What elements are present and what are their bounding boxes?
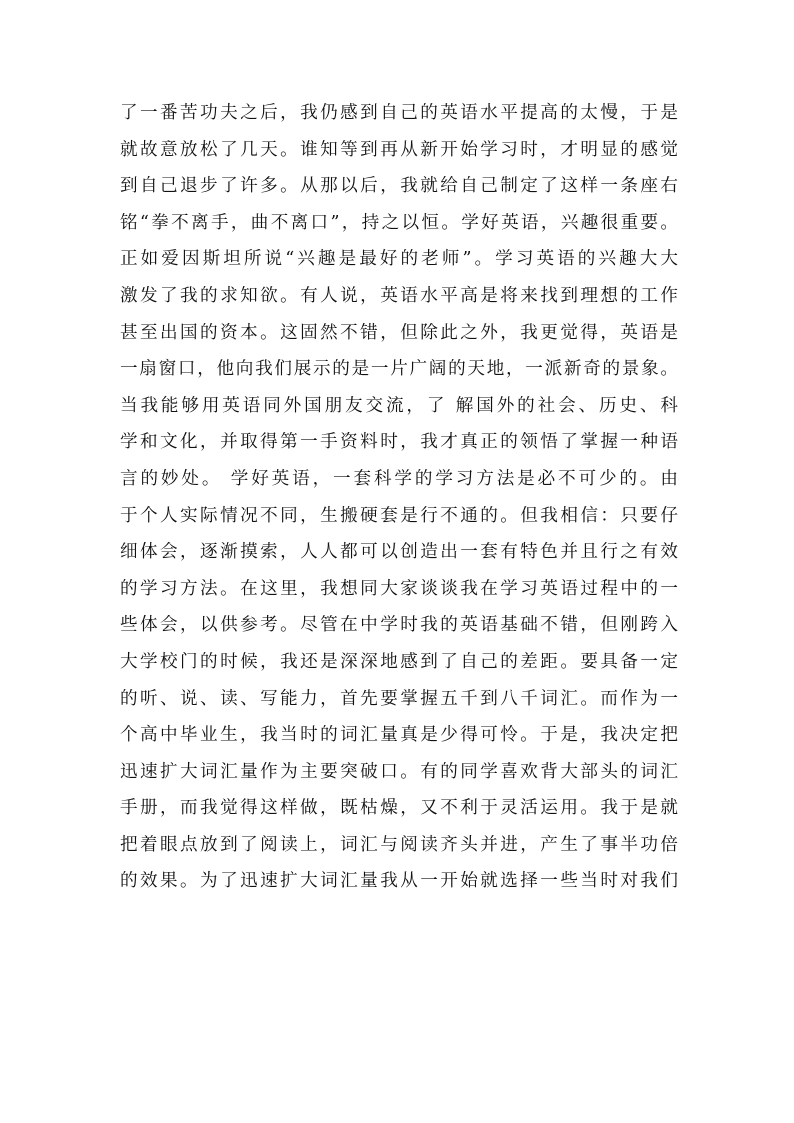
text-line: 一扇窗口，他向我们展示的是一片广阔的天地，一派新奇的景象。	[120, 359, 678, 380]
text-line: 的效果。为了迅速扩大词汇量我从一开始就选择一些当时对我们	[120, 871, 678, 892]
text-line: 了一番苦功夫之后，我仍感到自己的英语水平提高的太慢，于是	[120, 103, 678, 123]
body-text	[120, 95, 678, 900]
text-line: 于个人实际情况不同，生搬硬套是行不通的。但我相信：只要仔	[120, 505, 678, 526]
text-line: 把着眼点放到了阅读上，词汇与阅读齐头并进，产生了事半功倍	[120, 834, 678, 855]
text-line: 铭“拳不离手，曲不离口”，持之以恒。学好英语，兴趣很重要。	[120, 212, 678, 233]
text-line: 大学校门的时候，我还是深深地感到了自己的差距。要具备一定	[120, 651, 678, 672]
text-line: 言的妙处。 学好英语，一套科学的学习方法是必不可少的。由	[120, 468, 678, 489]
text-line: 学和文化，并取得第一手资料时，我才真正的领悟了掌握一种语	[120, 432, 678, 453]
text-line: 细体会，逐渐摸索，人人都可以创造出一套有特色并且行之有效	[120, 542, 678, 563]
text-line: 迅速扩大词汇量作为主要突破口。有的同学喜欢背大部头的词汇	[120, 761, 678, 782]
text-line: 的学习方法。在这里，我想同大家谈谈我在学习英语过程中的一	[120, 578, 678, 599]
text-line: 当我能够用英语同外国朋友交流，了 解国外的社会、历史、科	[120, 395, 678, 416]
text-line: 手册，而我觉得这样做，既枯燥，又不利于灵活运用。我于是就	[120, 798, 678, 819]
text-line: 就故意放松了几天。谁知等到再从新开始学习时，才明显的感觉	[120, 139, 678, 160]
text-line: 的听、说、读、写能力，首先要掌握五千到八千词汇。而作为一	[120, 688, 678, 709]
text-line: 激发了我的求知欲。有人说，英语水平高是将来找到理想的工作	[120, 285, 678, 306]
text-line: 个高中毕业生，我当时的词汇量真是少得可怜。于是，我决定把	[120, 725, 678, 746]
text-line: 些体会，以供参考。尽管在中学时我的英语基础不错，但刚跨入	[120, 615, 678, 636]
text-line: 正如爱因斯坦所说“兴趣是最好的老师”。学习英语的兴趣大大	[120, 249, 678, 270]
text-line: 到自己退步了许多。从那以后，我就给自己制定了这样一条座右	[120, 176, 678, 197]
text-line: 甚至出国的资本。这固然不错，但除此之外，我更觉得，英语是	[120, 322, 678, 343]
